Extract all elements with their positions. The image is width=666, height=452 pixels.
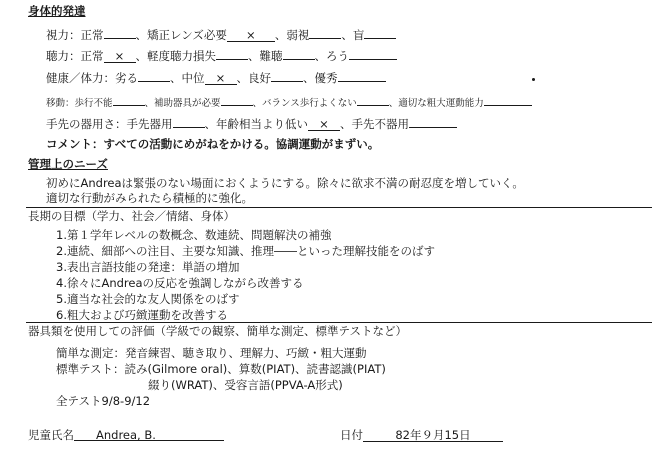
physical-heading: 身体的発達: [28, 4, 86, 18]
blank: [104, 26, 136, 39]
blank: [364, 26, 396, 39]
standard-tests-line-2: 綴り(WRAT)、受容言語(PPVA-A形式): [148, 378, 343, 392]
blank: [309, 26, 341, 39]
below-age-label: 、年齢相当より低い: [204, 117, 308, 131]
blank: [221, 93, 253, 106]
aid-label: 、補助器具が必要: [144, 98, 221, 109]
hearing-row: [46, 47, 397, 63]
corrective-mark: ×: [227, 29, 275, 42]
evaluation-heading: 器具類を使用しての評価（学級での観察、簡単な測定、標準テストなど）: [28, 324, 408, 338]
blank: [138, 69, 170, 82]
blank: [113, 93, 145, 106]
below-age-mark: ×: [308, 118, 340, 131]
date-row: [340, 428, 503, 442]
date-value: 82年９月15日: [363, 429, 503, 442]
adequate-label: 、適切な粗大運動能力: [388, 98, 484, 109]
mid-label: 、中位: [170, 71, 205, 85]
mobility-row: [46, 93, 532, 111]
standard-tests-line-1: 標準テスト：読み(Gilmore oral)、算数(PIAT)、読書認識(PIAT): [56, 362, 386, 376]
health-row: [46, 69, 386, 85]
blank: [271, 69, 303, 82]
management-line-2: 適切な行動がみられたら積極的に強化。: [46, 191, 253, 205]
divider: [26, 322, 652, 323]
goal-item: 5.適当な社会的な友人関係をのばす: [56, 292, 240, 306]
blank: [349, 47, 397, 60]
stray-mark: [532, 78, 535, 81]
physical-comment: コメント：すべての活動にめがねをかける。協調運動がまずい。: [46, 137, 380, 151]
low-vision-label: 、弱視: [274, 28, 310, 42]
management-heading: 管理上のニーズ: [28, 157, 108, 171]
fine-motor-label: 手先の器用さ：手先器用: [46, 117, 173, 131]
impaired-label: 、難聴: [248, 49, 283, 63]
goal-item: 3.表出言語技能の発達：単語の増加: [56, 260, 240, 274]
simple-measures: 簡単な測定：発音練習、聴き取り、理解力、巧緻・粗大運動: [56, 346, 367, 360]
blank: [357, 93, 389, 106]
vision-label: 視力：正常: [46, 28, 104, 42]
student-name-row: [28, 428, 224, 442]
date-label: 日付: [340, 428, 363, 442]
divider: [26, 207, 652, 208]
blank: [338, 69, 386, 82]
hearing-normal-mark: ×: [104, 50, 136, 63]
goal-item: 1.第１学年レベルの数概念、数連続、問題解決の補強: [56, 228, 332, 242]
clumsy-label: 、手先不器用: [340, 117, 409, 131]
all-tests-dates: 全テスト9/8-9/12: [56, 394, 151, 408]
mobility-label: 移動：歩行不能: [46, 98, 113, 109]
fine-motor-row: [46, 115, 457, 131]
goal-item: 2.連続、細部への注目、主要な知識、推理――といった理解技能をのばす: [56, 244, 435, 258]
excellent-label: 、優秀: [303, 71, 338, 85]
goal-item: 4.徐々にAndreaの反応を強調しながら改善する: [56, 276, 304, 290]
management-line-1: 初めにAndreaは緊張のない場面におくようにする。除々に欲求不満の耐忍度を増していく。: [46, 176, 524, 190]
health-label: 健康／体力：劣る: [46, 71, 138, 85]
health-mid-mark: ×: [205, 72, 237, 85]
deaf-label: 、ろう: [314, 49, 349, 63]
blank: [409, 115, 457, 128]
goals-heading: 長期の目標（学力、社会／情緒、身体）: [28, 209, 235, 223]
blank: [283, 47, 315, 60]
good-label: 、良好: [236, 71, 271, 85]
corrective-label: 、矯正レンズ必要: [135, 28, 227, 42]
blind-label: 、盲: [341, 28, 365, 42]
student-name-label: 児童氏名: [28, 428, 74, 442]
blank: [173, 115, 205, 128]
goal-item: 6.粗大および巧緻運動を改善する: [56, 308, 228, 322]
vision-row: [46, 26, 396, 42]
student-name-value: Andrea, B.: [74, 429, 224, 441]
blank: [484, 93, 532, 106]
balance-label: 、バランス歩行よくない: [252, 98, 357, 109]
mild-loss-label: 、軽度聴力損失: [135, 49, 216, 63]
blank: [216, 47, 248, 60]
hearing-label: 聴力：正常: [46, 49, 104, 63]
